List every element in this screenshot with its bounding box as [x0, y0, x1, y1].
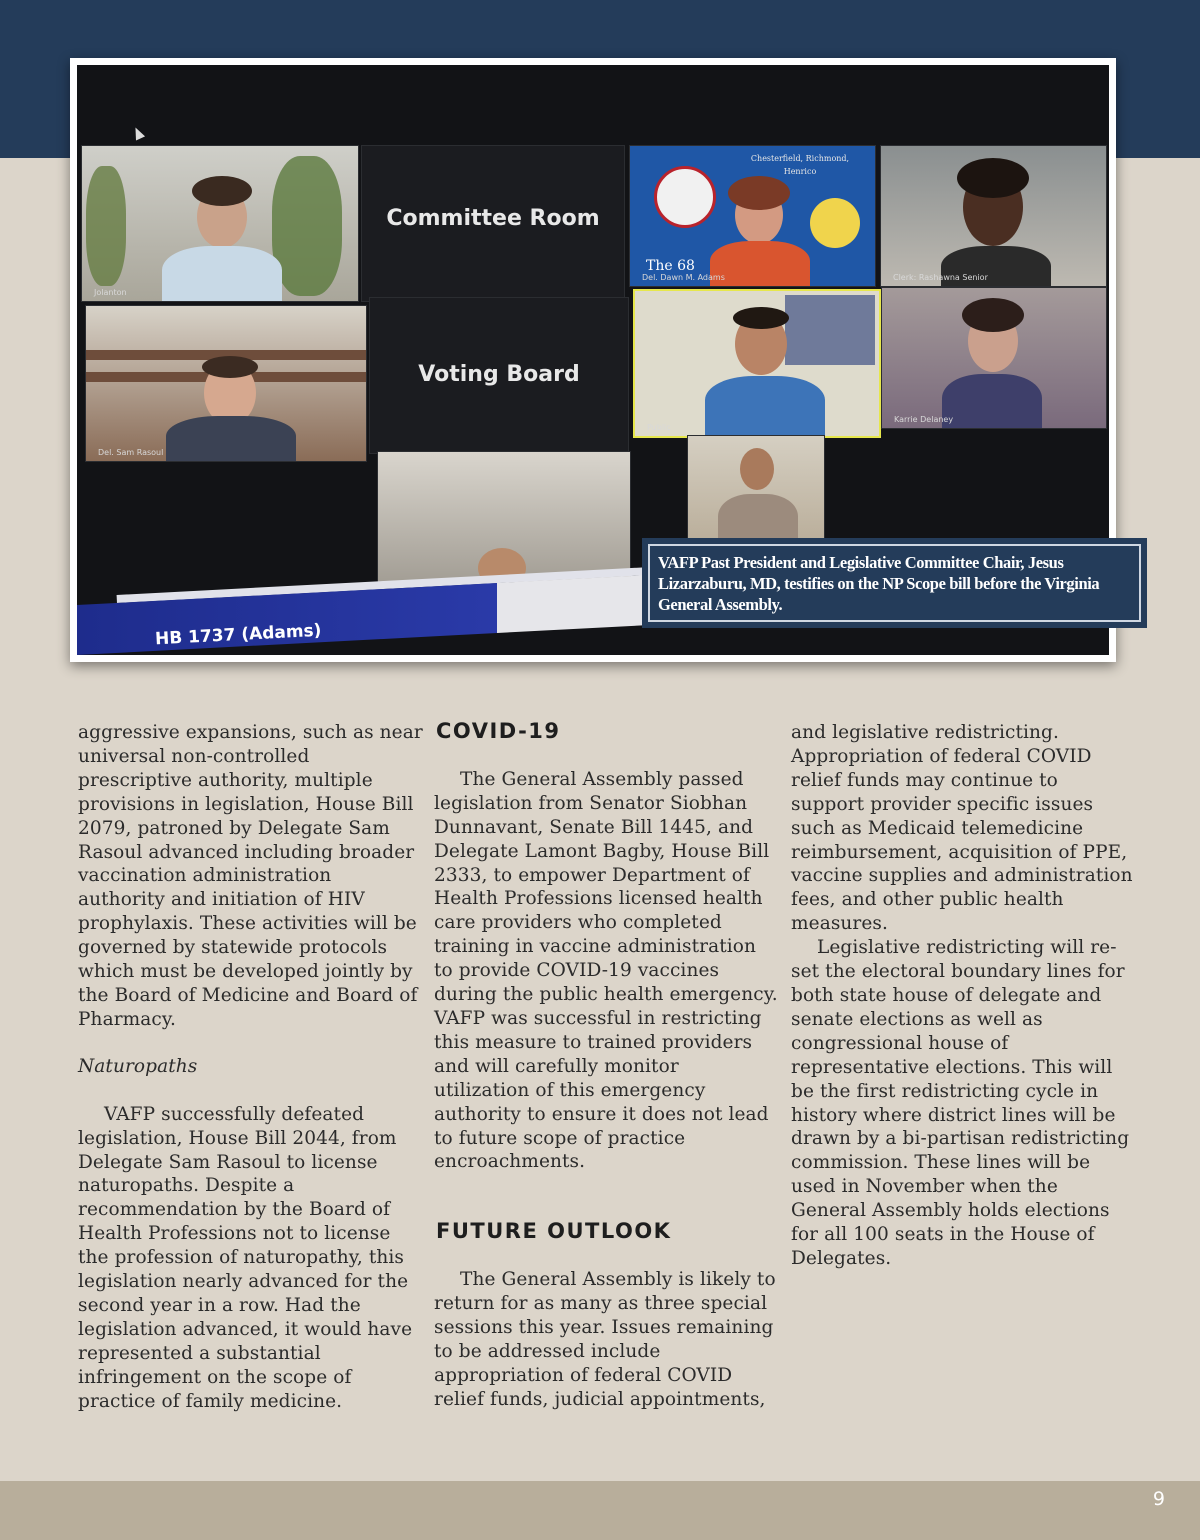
participant-name: Clerk: Rashawna Senior — [893, 273, 988, 282]
participant-name: Karrie Delaney — [894, 415, 954, 424]
participant-tile-8 — [881, 287, 1107, 429]
article-column-3 — [791, 720, 1136, 1271]
article-column-2 — [434, 720, 779, 1412]
bill-label: HB 1737 (Adams) — [154, 620, 322, 650]
paragraph: aggressive expansions, such as near universal non-controlled prescriptive authority, multiple provisions in legislation, House Bill 2079, patroned by Delegate Sam Rasoul advanced including broader vaccination administration authority and initiation of HIV prophylaxis. These activities will be governed by statewide protocols which must be developed jointly by the Board of Medicine and Board of Pharmacy. — [78, 722, 423, 1030]
paragraph: The General Assembly passed legislation from Senator Siobhan Dunnavant, Senate Bill 1445, and Delegate Lamont Bagby, House Bill 2333, to empower Department of Health Professions licensed health care providers who completed training in vaccine administration to provide COVID-19 vaccines during the public health emergency. VAFP was successful in restricting this measure to trained providers and will carefully monitor utilization of this emergency authority to ensure it does not lead to future scope of practice encroachments. — [434, 768, 778, 1173]
section-heading-covid: COVID-19 — [436, 719, 561, 743]
subheading-naturopaths: Naturopaths — [78, 1055, 198, 1077]
participant-tile-9 — [377, 451, 631, 583]
voting-board-tile — [369, 297, 629, 454]
participant-name: Del. Dawn M. Adams — [642, 273, 725, 282]
participant-name: Del. Sam Rasoul — [98, 448, 164, 457]
committee-room-tile — [361, 145, 625, 302]
participant-name: Public — [647, 423, 671, 432]
participant-tile-1 — [81, 145, 359, 302]
participant-tile-7 — [633, 289, 881, 438]
caption-text: VAFP Past President and Legislative Committee Chair, Jesus Lizarzaburu, MD, testifies on the NP Scope bill before the Virginia General Assembly. — [648, 544, 1141, 622]
footer-band — [0, 1481, 1200, 1540]
participant-tile-3 — [629, 145, 876, 287]
paragraph: The General Assembly is likely to return for as many as three special sessions this year. Issues remaining to be addressed include appropriation of federal COVID relief funds, judicial appointments, — [434, 1269, 776, 1410]
paragraph: VAFP successfully defeated legislation, House Bill 2044, from Delegate Sam Rasoul to license naturopaths. Despite a recommendation by the Board of Health Professions not to license the profession of naturopathy, this legislation nearly advanced for the second year in a row. Had the legislation advanced, it would have represented a substantial infringement on the scope of practice of family medicine. — [78, 1103, 413, 1412]
seal-icon — [810, 198, 860, 248]
photo-caption — [642, 538, 1147, 628]
participant-tile-5 — [85, 305, 367, 462]
page-number: 9 — [1152, 1488, 1166, 1510]
committee-room-label: Committee Room — [386, 206, 600, 231]
participant-name: Jolanton — [94, 288, 127, 297]
district-number: The 68 — [646, 258, 695, 274]
cursor-icon — [131, 125, 145, 140]
seal-icon — [654, 166, 716, 228]
article-column-1 — [78, 720, 423, 1413]
participant-tile-4 — [880, 145, 1107, 287]
participant-tile-10 — [687, 435, 825, 547]
paragraph: Legislative redistricting will re-set the electoral boundary lines for both state house of delegate and senate elections as well as congressional house of representative elections. This will be the first redistricting cycle in history where district lines will be drawn by a bi-partisan redistricting commission. These lines will be used in November when the General Assembly holds elections for all 100 seats in the House of Delegates. — [791, 937, 1130, 1269]
district-label: Chesterfield, Richmond, Henrico — [750, 154, 850, 176]
paragraph: and legislative redistricting. Appropriation of federal COVID relief funds may continue to support provider specific issues such as Medicaid telemedicine reimbursement, acquisition of PPE, vaccine supplies and administration fees, and other public health measures. — [791, 722, 1133, 935]
section-heading-future-outlook: FUTURE OUTLOOK — [436, 1219, 672, 1244]
voting-board-label: Voting Board — [418, 362, 580, 387]
